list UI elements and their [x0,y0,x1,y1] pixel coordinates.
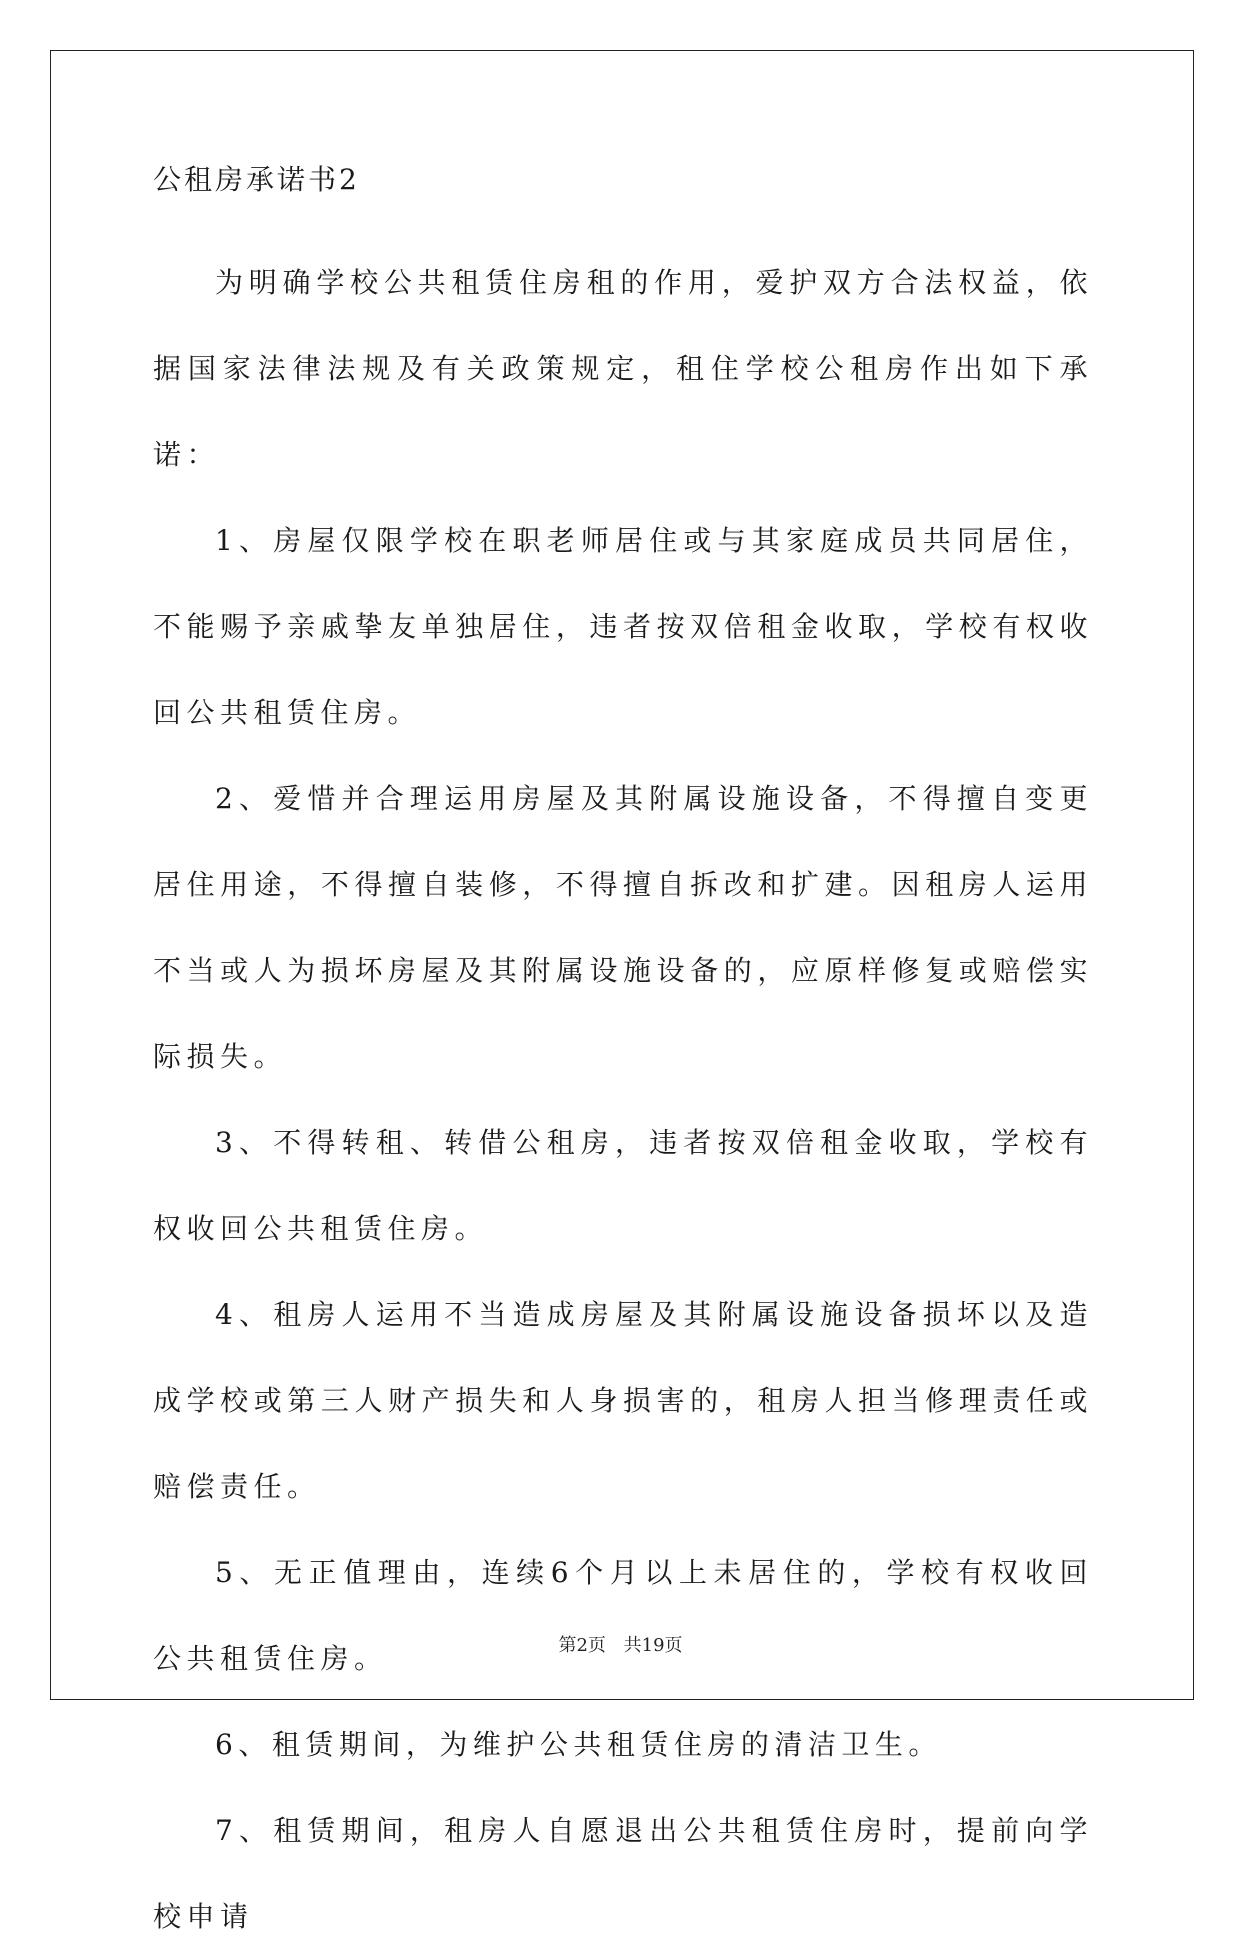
paragraph-intro: 为明确学校公共租赁住房租的作用，爱护双方合法权益，依据国家法律法规及有关政策规定，租住学校公租房作出如下承诺： [153,266,1093,471]
document-body [153,160,1093,1960]
paragraph-item-4: 4、租房人运用不当造成房屋及其附属设施设备损坏以及造成学校或第三人财产损失和人身损害的，租房人担当修理责任或赔偿责任。 [153,1298,1093,1503]
page-number: 第2页 [558,1635,606,1656]
paragraph-item-2: 2、爱惜并合理运用房屋及其附属设施设备，不得擅自变更居住用途，不得擅自装修，不得擅自拆改和扩建。因租房人运用不当或人为损坏房屋及其附属设施设备的，应原样修复或赔偿实际损失。 [153,782,1093,1073]
paragraph-item-7: 7、租赁期间，租房人自愿退出公共租赁住房时，提前向学校申请 [153,1814,1093,1933]
paragraph-item-1: 1、房屋仅限学校在职老师居住或与其家庭成员共同居住，不能赐予亲戚挚友单独居住，违者按双倍租金收取，学校有权收回公共租赁住房。 [153,524,1093,729]
paragraph-item-3: 3、不得转租、转借公租房，违者按双倍租金收取，学校有权收回公共租赁住房。 [153,1126,1093,1245]
page-total: 共19页 [623,1635,683,1656]
page-footer [0,1634,1241,1658]
paragraph-item-5: 5、无正值理由，连续6个月以上未居住的，学校有权收回公共租赁住房。 [153,1556,1093,1675]
paragraph-item-6: 6、租赁期间，为维护公共租赁住房的清洁卫生。 [215,1728,942,1761]
document-title: 公租房承诺书2 [153,163,360,196]
